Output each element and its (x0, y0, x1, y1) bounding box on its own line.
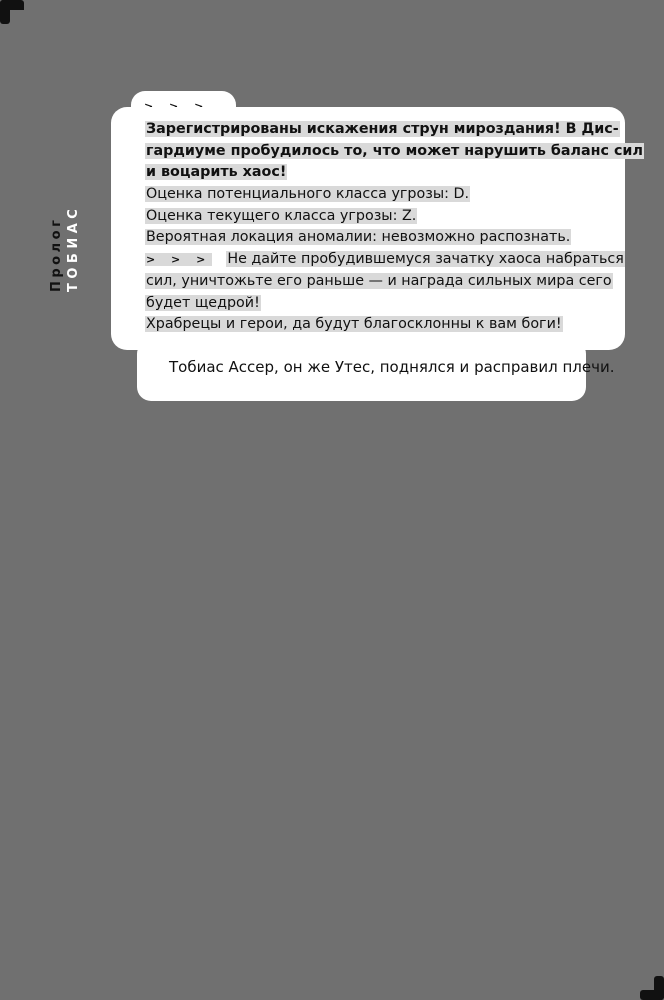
message-line: Вероятная локация аномалии: невозможно распознать. (146, 229, 571, 246)
chapter-side-title (48, 205, 82, 292)
message-line: Оценка потенциального класса угрозы: D. (146, 186, 470, 203)
message-line: Не дайте пробудившемуся зачатку хаоса набраться (227, 251, 624, 268)
corner-mark-bottom-right (0, 24, 24, 48)
chapter-label: Пролог (49, 216, 64, 292)
message-line: Оценка текущего класса угрозы: Z. (146, 207, 417, 224)
message-line: Зарегистрированы искажения струн мироздания! В Дис- (146, 121, 619, 137)
system-message-text (145, 119, 643, 336)
chapter-name: ТОБИАС (66, 204, 81, 292)
corner-mark-top-left (0, 0, 24, 24)
message-line: Храбрецы и герои, да будут благосклонны к вам боги! (146, 316, 562, 333)
narration-text: Тобиас Ассер, он же Утес, поднялся и расправил плечи. (169, 358, 615, 376)
message-line: будет щедрой! (146, 294, 260, 311)
message-line: гардиуме пробудилось то, что может нарушить баланс сил (146, 142, 643, 159)
message-line: и воцарить хаос! (146, 164, 287, 181)
message-line: сил, уничтожьте его раньше — и награда сильных мира сего (146, 272, 612, 289)
warning-prompt-icon: > > > (146, 253, 212, 267)
